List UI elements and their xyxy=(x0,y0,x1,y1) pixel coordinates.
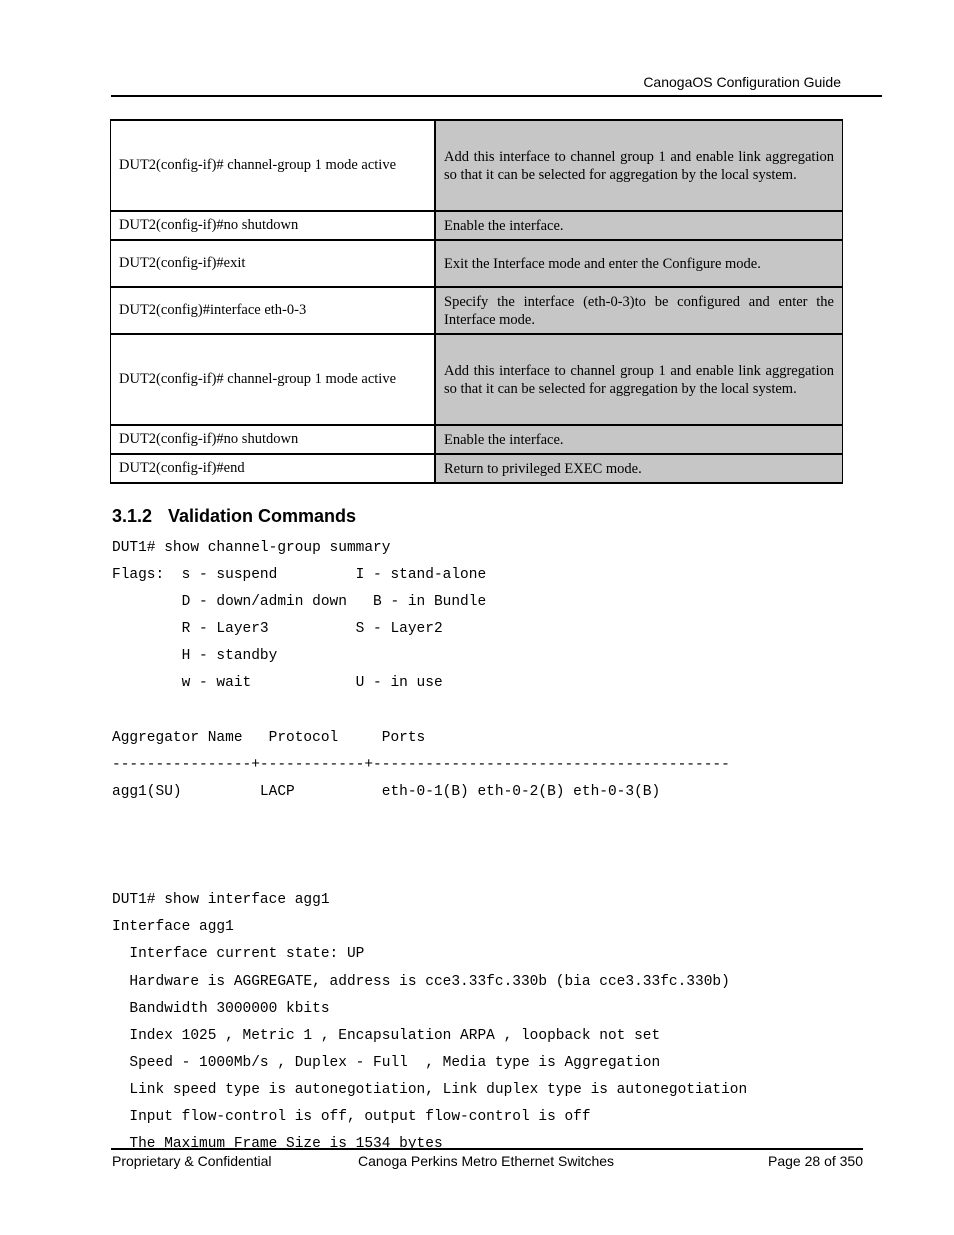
command-cell: DUT2(config-if)#no shutdown xyxy=(111,425,436,454)
header-title: CanogaOS Configuration Guide xyxy=(643,74,841,90)
section-number: 3.1.2 xyxy=(112,506,153,526)
command-cell: DUT2(config-if)#exit xyxy=(111,240,436,287)
cli-output: DUT1# show channel-group summary Flags: s - suspend I - stand-alone D - down/admin down B - in Bundle R - Layer3 S - Layer2 H - standby w - wait U - in use Aggregator Name Protocol Ports ----------------+------------+----------------------------------------- agg1(SU) LACP eth-0-1(B) eth-0-2(B) eth-0-3(B) DUT1# show interface agg1 Interface agg1 Interface current state: UP Hardware is AGGREGATE, address is cce3.33fc.330b (bia cce3.33fc.330b) Bandwidth 3000000 kbits Index 1025 , Metric 1 , Encapsulation ARPA , loopback not set Speed - 1000Mb/s , Duplex - Full , Media type is Aggregation Link speed type is autonegotiation, Link duplex type is autonegotiation Input flow-control is off, output flow-control is off The Maximum Frame Size is 1534 bytes xyxy=(112,540,748,1153)
command-cell: DUT2(config-if)# channel-group 1 mode active xyxy=(111,334,436,425)
footer-rule xyxy=(111,1148,863,1150)
command-cell: DUT2(config-if)# channel-group 1 mode active xyxy=(111,120,436,211)
description-cell: Add this interface to channel group 1 and enable link aggregation so that it can be selected for aggregation by the local system. xyxy=(435,120,843,211)
footer-product: Canoga Perkins Metro Ethernet Switches xyxy=(358,1153,615,1169)
command-cell: DUT2(config-if)#no shutdown xyxy=(111,211,436,240)
section-title: Validation Commands xyxy=(168,506,357,526)
description-cell: Enable the interface. xyxy=(435,211,843,240)
command-cell: DUT2(config-if)#end xyxy=(111,454,436,483)
description-cell: Specify the interface (eth-0-3)to be configured and enter the Interface mode. xyxy=(435,287,843,334)
table-row xyxy=(111,454,843,483)
table-row xyxy=(111,425,843,454)
footer-confidential: Proprietary & Confidential xyxy=(112,1153,272,1169)
command-cell: DUT2(config)#interface eth-0-3 xyxy=(111,287,436,334)
description-cell: Return to privileged EXEC mode. xyxy=(435,454,843,483)
header-rule xyxy=(111,95,882,97)
table-row xyxy=(111,334,843,425)
table-row xyxy=(111,240,843,287)
description-cell: Enable the interface. xyxy=(435,425,843,454)
table-row xyxy=(111,211,843,240)
footer-page-number: Page 28 of 350 xyxy=(768,1153,863,1169)
description-cell: Exit the Interface mode and enter the Configure mode. xyxy=(435,240,843,287)
description-cell: Add this interface to channel group 1 and enable link aggregation so that it can be selected for aggregation by the local system. xyxy=(435,334,843,425)
section-heading xyxy=(112,506,356,527)
table-row xyxy=(111,120,843,211)
command-table xyxy=(110,119,843,484)
table-row xyxy=(111,287,843,334)
